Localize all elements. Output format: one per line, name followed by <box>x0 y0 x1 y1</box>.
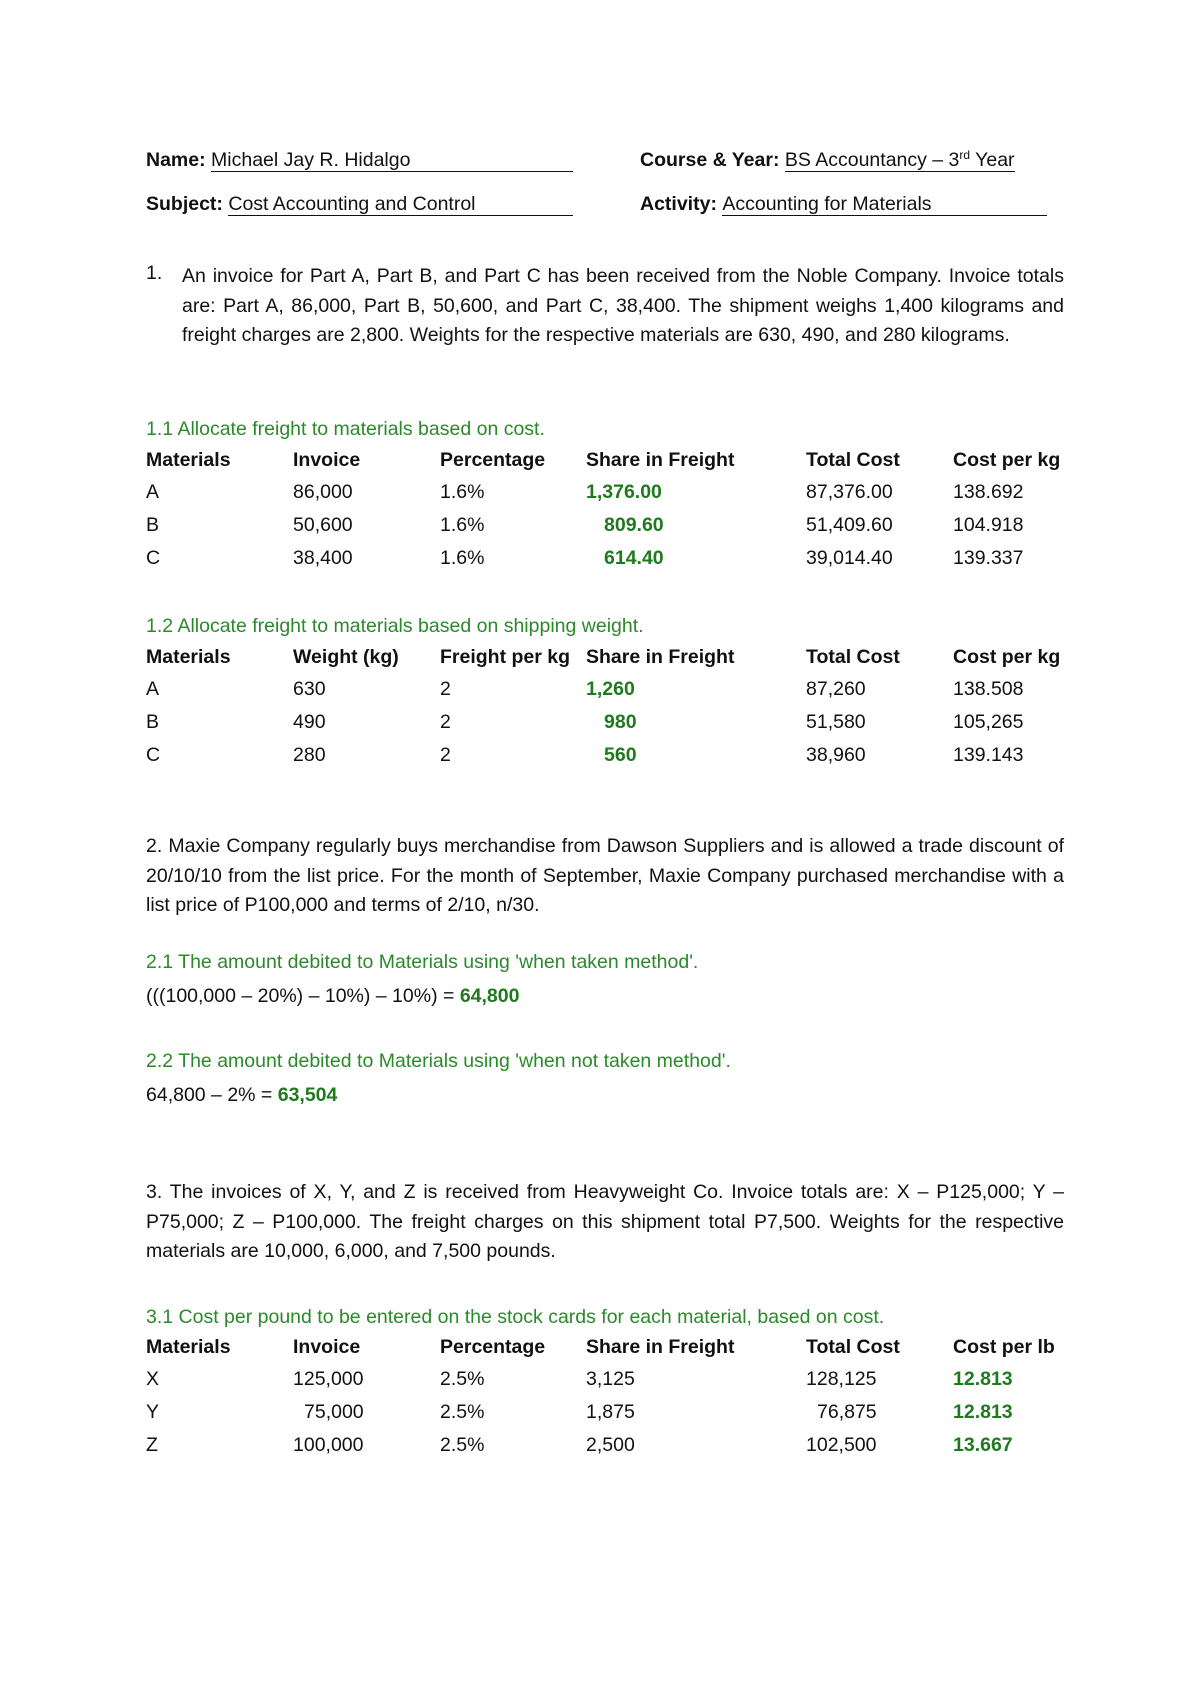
table-cell: 38,400 <box>293 547 353 569</box>
q1-1-table <box>146 444 1073 575</box>
table-cell: 102,500 <box>806 1434 877 1456</box>
table-row <box>146 739 1073 772</box>
table-cell: 125,000 <box>293 1368 364 1390</box>
q2-text: 2. Maxie Company regularly buys merchandise from Dawson Suppliers and is allowed a trade discount of 20/10/10 from the list price. For the month of September, Maxie Company purchased merchandise with a list price of P100,000 and terms of 2/10, n/30. <box>146 835 1064 916</box>
column-header: Percentage <box>440 1335 546 1358</box>
table-row <box>146 673 1073 706</box>
q3-1-heading: 3.1 Cost per pound to be entered on the stock cards for each material, based on cost. <box>146 1306 885 1328</box>
table-cell: X <box>146 1368 160 1390</box>
table-cell-answer: 13.667 <box>953 1434 1013 1456</box>
table-row <box>146 476 1073 509</box>
subject-label: Subject: <box>146 193 223 215</box>
column-header: Cost per lb <box>953 1335 1055 1358</box>
table-cell: 139.337 <box>953 547 1024 569</box>
table-cell: 51,580 <box>806 711 866 733</box>
subject-value: Cost Accounting and Control <box>228 194 573 216</box>
table-cell: 2.5% <box>440 1368 485 1390</box>
column-header: Materials <box>146 448 231 471</box>
table-cell-answer: 1,376.00 <box>586 481 662 503</box>
column-header: Cost per kg <box>953 448 1061 471</box>
table-cell: Z <box>146 1434 158 1456</box>
table-cell: 139.143 <box>953 744 1024 766</box>
table-row <box>146 542 1073 575</box>
table-cell: 128,125 <box>806 1368 877 1390</box>
table-cell: B <box>146 711 160 733</box>
table-cell: 1.6% <box>440 514 485 536</box>
table-cell: 3,125 <box>586 1368 635 1390</box>
table-cell: 138.508 <box>953 678 1024 700</box>
column-header: Invoice <box>293 1335 361 1358</box>
q1-2-heading: 1.2 Allocate freight to materials based on shipping weight. <box>146 615 644 637</box>
name-line <box>146 149 573 172</box>
subject-line <box>146 193 573 216</box>
course-value-text: BS Accountancy – 3 <box>784 149 960 171</box>
table-header-row <box>146 444 1073 476</box>
q2-1-answer: 64,800 <box>459 985 520 1007</box>
table-cell: 1.6% <box>440 547 485 569</box>
table-row <box>146 509 1073 542</box>
table-cell: 138.692 <box>953 481 1024 503</box>
table-cell-answer: 560 <box>604 744 637 766</box>
q1-text: An invoice for Part A, Part B, and Part C has been received from the Noble Company. Invoice totals are: Part A, 86,000, Part B, 50,600, and Part C, 38,400. The shipment weighs 1,400 kilograms and freight charges are 2,800. Weights for the respective materials are 630, 490, and 280 kilograms. <box>182 265 1064 346</box>
table-header-row <box>146 641 1073 673</box>
table-cell: 50,600 <box>293 514 353 536</box>
q2-2-heading: 2.2 The amount debited to Materials using 'when not taken method'. <box>146 1050 731 1072</box>
q1-2-table <box>146 641 1073 772</box>
column-header: Freight per kg <box>440 645 571 668</box>
column-header: Total Cost <box>806 1335 900 1358</box>
table-cell: C <box>146 547 161 569</box>
q2-2-formula: 64,800 – 2% = <box>146 1084 278 1106</box>
q2-1-heading: 2.1 The amount debited to Materials using 'when taken method'. <box>146 951 699 973</box>
table-cell-answer: 614.40 <box>604 547 664 569</box>
name-label: Name: <box>146 149 206 171</box>
table-cell: A <box>146 481 160 503</box>
course-value-sup: rd <box>959 148 971 162</box>
table-cell: 2,500 <box>586 1434 635 1456</box>
table-cell: 490 <box>293 711 326 733</box>
table-cell: 104.918 <box>953 514 1024 536</box>
column-header: Weight (kg) <box>293 645 399 668</box>
table-cell: B <box>146 514 160 536</box>
table-cell: 100,000 <box>293 1434 364 1456</box>
table-cell: 75,000 <box>304 1401 364 1423</box>
table-cell-answer: 12.813 <box>953 1368 1013 1390</box>
table-cell: C <box>146 744 161 766</box>
table-cell: 38,960 <box>806 744 866 766</box>
table-cell: 2.5% <box>440 1434 485 1456</box>
table-cell-answer: 809.60 <box>604 514 664 536</box>
column-header: Share in Freight <box>586 1335 735 1358</box>
table-cell: 87,376.00 <box>806 481 893 503</box>
table-cell: 2 <box>440 744 451 766</box>
q3-text: 3. The invoices of X, Y, and Z is received from Heavyweight Co. Invoice totals are: X – P125,000; Y – P75,000; Z – P100,000. The freight charges on this shipment total P7,500. Weights for the respective materials are 10,000, 6,000, and 7,500 pounds. <box>146 1181 1064 1262</box>
table-cell: 1.6% <box>440 481 485 503</box>
q2-2-formula-line <box>146 1084 337 1107</box>
course-line <box>640 149 1015 172</box>
q1-1-heading: 1.1 Allocate freight to materials based on cost. <box>146 418 545 440</box>
table-header-row <box>146 1331 1073 1363</box>
activity-value: Accounting for Materials <box>722 194 1047 216</box>
table-row <box>146 706 1073 739</box>
column-header: Total Cost <box>806 448 900 471</box>
column-header: Materials <box>146 1335 231 1358</box>
table-cell-answer: 980 <box>604 711 637 733</box>
column-header: Share in Freight <box>586 645 735 668</box>
table-cell: 86,000 <box>293 481 353 503</box>
table-cell: 105,265 <box>953 711 1024 733</box>
table-cell: 280 <box>293 744 326 766</box>
table-cell: A <box>146 678 160 700</box>
table-cell: 51,409.60 <box>806 514 893 536</box>
table-cell: 76,875 <box>817 1401 877 1423</box>
column-header: Percentage <box>440 448 546 471</box>
table-cell: 1,875 <box>586 1401 635 1423</box>
name-value: Michael Jay R. Hidalgo <box>211 150 573 172</box>
q3-1-table <box>146 1331 1073 1462</box>
table-cell-answer: 1,260 <box>586 678 635 700</box>
table-cell: 2 <box>440 711 451 733</box>
column-header: Materials <box>146 645 231 668</box>
q2-2-answer: 63,504 <box>277 1084 338 1106</box>
table-row <box>146 1396 1073 1429</box>
course-label: Course & Year: <box>640 149 780 171</box>
q2-1-formula: (((100,000 – 20%) – 10%) – 10%) = <box>146 985 460 1007</box>
activity-label: Activity: <box>640 193 717 215</box>
q1-number: 1. <box>146 262 163 284</box>
table-row <box>146 1363 1073 1396</box>
table-cell-answer: 12.813 <box>953 1401 1013 1423</box>
table-cell: 39,014.40 <box>806 547 893 569</box>
table-cell: 87,260 <box>806 678 866 700</box>
column-header: Cost per kg <box>953 645 1061 668</box>
q2-1-formula-line <box>146 985 519 1008</box>
table-cell: 630 <box>293 678 326 700</box>
table-cell: 2 <box>440 678 451 700</box>
course-value-post: Year <box>970 149 1015 171</box>
course-value <box>785 150 1015 172</box>
table-cell: Y <box>146 1401 160 1423</box>
column-header: Invoice <box>293 448 361 471</box>
table-cell: 2.5% <box>440 1401 485 1423</box>
table-row <box>146 1429 1073 1462</box>
activity-line <box>640 193 1047 216</box>
column-header: Share in Freight <box>586 448 735 471</box>
column-header: Total Cost <box>806 645 900 668</box>
